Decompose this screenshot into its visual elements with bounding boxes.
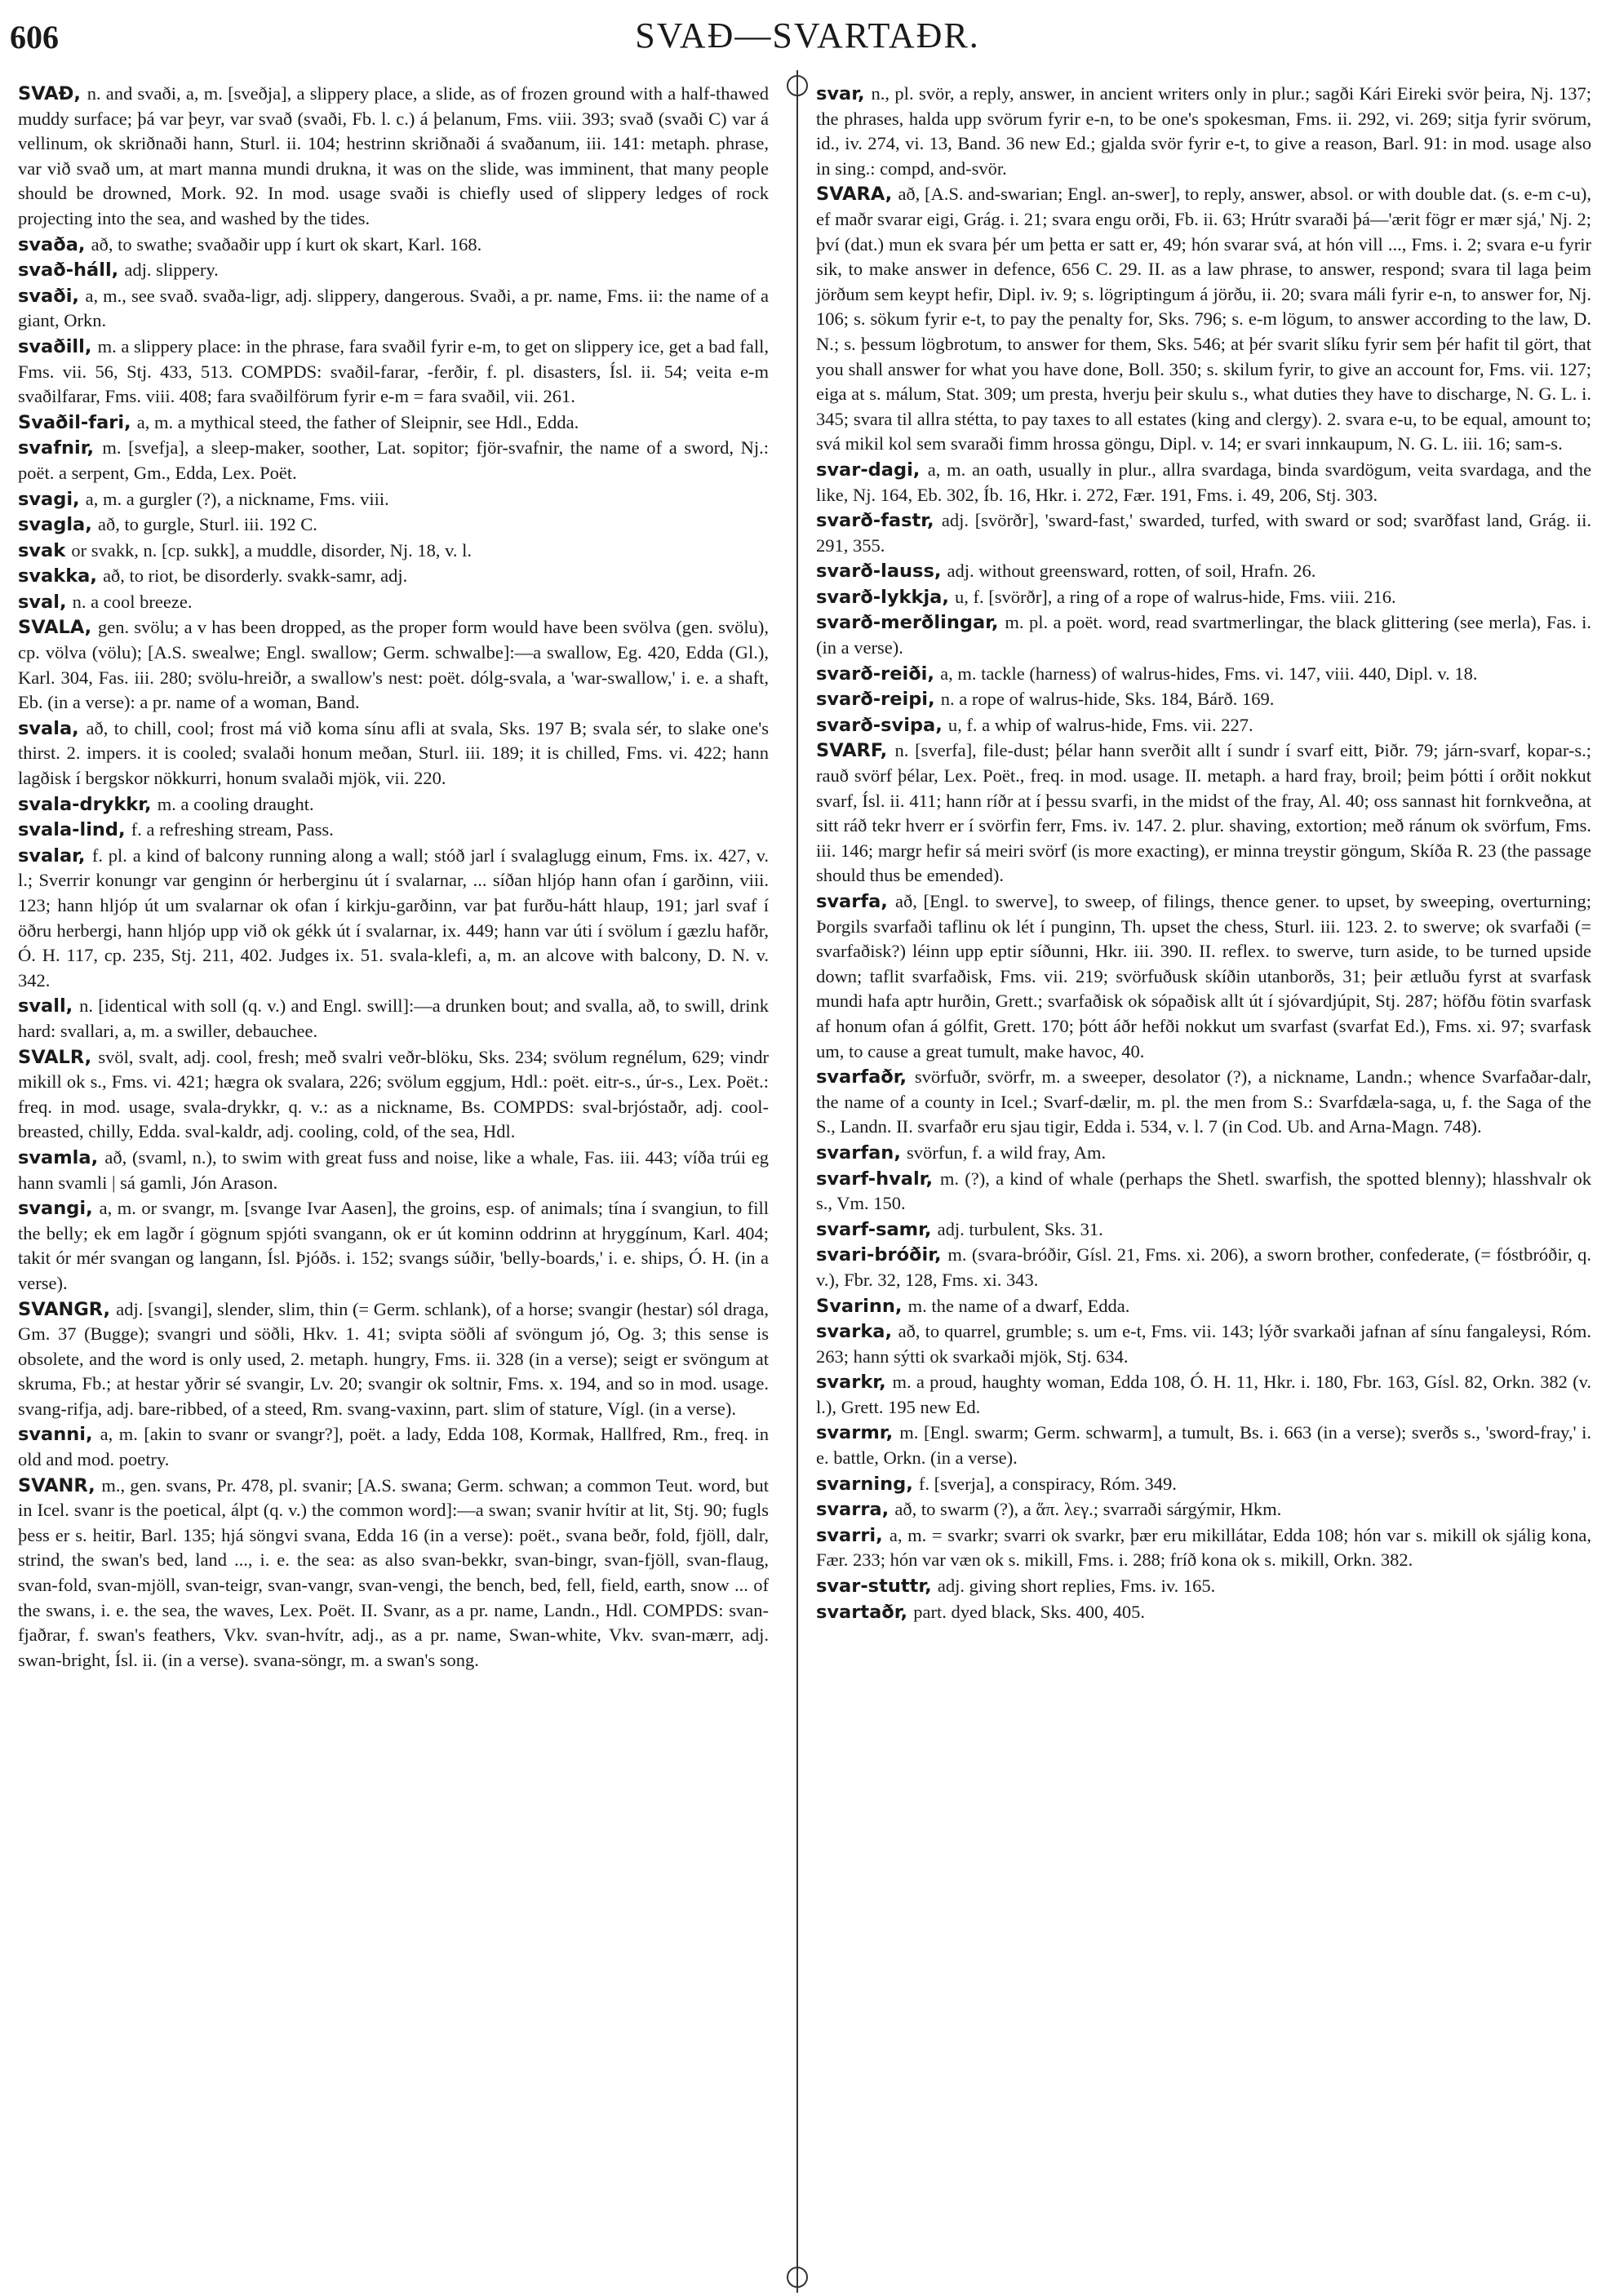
dictionary-entry — [18, 512, 769, 538]
dictionary-entry — [816, 585, 1591, 610]
entry-definition: m. the name of a dwarf, Edda. — [907, 1295, 1130, 1316]
dictionary-entry — [816, 1497, 1591, 1523]
dictionary-entry — [18, 1045, 769, 1145]
entry-headword: svarra, — [816, 1499, 890, 1521]
dictionary-entry — [18, 284, 769, 334]
dictionary-entry — [816, 508, 1591, 558]
page-number: 606 — [10, 19, 59, 55]
dictionary-entry — [18, 564, 769, 589]
dictionary-entry — [816, 82, 1591, 181]
entry-definition: m. (svara-bróðir, Gísl. 21, Fms. xi. 206), a sworn brother, confederate, (= fóstbróðir, q. v.), Fbr. 32, 128, Fms. xi. 343. — [816, 1244, 1592, 1290]
entry-definition: að, to quarrel, grumble; s. um e-t, Fms. vii. 143; lýðr svarkaði jafnan af sínu fangaleysi, Róm. 263; hann sýtti ok svarkaði mjök, Stj. 634. — [816, 1321, 1591, 1367]
dictionary-entry — [816, 662, 1591, 687]
divider-ornament-top — [787, 75, 808, 96]
entry-headword: Svarinn, — [816, 1295, 903, 1317]
entry-definition: f. a refreshing stream, Pass. — [131, 819, 334, 840]
entry-definition: að, to swathe; svaðaðir upp í kurt ok skart, Karl. 168. — [91, 233, 482, 255]
entry-definition: m., gen. svans, Pr. 478, pl. svanir; [A.S. swana; Germ. schwan; a common Teut. word, but in Icel. svanr is the poetical, álpt (q. v.) the common word]:—a swan; svanir hvítir at lit, Stj. 90; fugls þess er s. heitir, Barl. 135; hjá söngvi svana, Edda 16 (in a verse): poët., svana beðr, fold, fjöll, dalr, strind, the swan's bed, land ..., i. e. the sea: as also svan-bekkr, svan-bingr, svan-fjöll, svan-flaug, svan-fold, svan-mjöll, svan-teigr, svan-vangr, svan-vengi, the bench, bed, fell, field, earth, snow ... of the swans, i. e. the sea, the waves, Lex. Poët. II. Svanr, as a pr. name, Landn., Hdl. COMPDS: svan-fjaðrar, f. swan's feathers, Vkv. svan-hvítr, adj., as a pr. name, Swan-white, Vkv. svan-mærr, adj. swan-bright, Ísl. ii. (in a verse). svana-söngr, m. a swan's song. — [18, 1474, 770, 1670]
entry-headword: svað-háll, — [18, 259, 119, 281]
entry-definition: m. [svefja], a sleep-maker, soother, Lat. sopitor; fjör-svafnir, the name of a sword, Nj.: poët. a serpent, Gm., Edda, Lex. Poët. — [18, 437, 770, 483]
entry-definition: adj. giving short replies, Fms. iv. 165. — [937, 1576, 1216, 1597]
dictionary-entry — [816, 1421, 1591, 1470]
entry-headword: svar, — [816, 83, 865, 104]
entry-definition: adj. turbulent, Sks. 31. — [937, 1218, 1103, 1239]
entry-definition: að, (svaml, n.), to swim with great fuss and noise, like a whale, Fas. iii. 443; víða trúi eg hann svamli | sá gamli, Jón Arason. — [18, 1146, 769, 1193]
entry-headword: svakka, — [18, 565, 97, 587]
dictionary-entry — [816, 1243, 1591, 1292]
entry-headword: svari-bróðir, — [816, 1244, 942, 1266]
dictionary-entry — [18, 844, 769, 994]
dictionary-entry — [18, 82, 769, 232]
entry-definition: adj. [svörðr], 'sward-fast,' swarded, turfed, with sward or sod; svarðfast land, Grág. ii. 291, 355. — [816, 510, 1591, 556]
dictionary-entry — [18, 818, 769, 843]
entry-headword: svarf-samr, — [816, 1218, 932, 1240]
entry-headword: svarmr, — [816, 1422, 894, 1444]
entry-headword: svarkr, — [816, 1372, 886, 1394]
running-head: SVAÐ—SVARTAÐR. — [635, 16, 980, 55]
dictionary-entry — [18, 994, 769, 1044]
entry-definition: að, to gurgle, Sturl. iii. 192 C. — [97, 514, 317, 535]
entry-headword: svalar, — [18, 844, 86, 867]
dictionary-entry — [18, 1297, 769, 1422]
entry-headword: svartaðr, — [816, 1601, 908, 1623]
dictionary-entry — [816, 1167, 1591, 1217]
entry-headword: SVANR, — [18, 1474, 95, 1496]
entry-definition: a, m. [akin to svanr or svangr?], poët. a lady, Edda 108, Kormak, Hallfred, Rm., freq. in old and mod. poetry. — [18, 1424, 769, 1470]
entry-headword: Svaðil-fari, — [18, 411, 131, 433]
entry-definition: að, to chill, cool; frost má við koma sínu afli at svala, Sks. 197 B; svala sér, to slake one's thirst. 2. impers. it is cooled; svalaði honum meðan, Sturl. iii. 189; it is chilled, Fms. vi. 422; hann lagðisk í bergskor nökkurri, honum svalaði mjök, vii. 220. — [18, 717, 770, 789]
dictionary-entry — [816, 458, 1591, 508]
dictionary-entry — [816, 1217, 1591, 1243]
entry-definition: u, f. a whip of walrus-hide, Fms. vii. 227. — [947, 714, 1253, 735]
entry-headword: svarka, — [816, 1321, 893, 1343]
dictionary-entry — [18, 233, 769, 258]
dictionary-entry — [18, 436, 769, 485]
entry-definition: or svakk, n. [cp. sukk], a muddle, disorder, Nj. 18, v. l. — [71, 539, 473, 561]
entry-definition: n. a rope of walrus-hide, Sks. 184, Bárð. 169. — [940, 689, 1275, 710]
dictionary-entry — [816, 1319, 1591, 1369]
entry-headword: svarð-lykkja, — [816, 586, 949, 608]
dictionary-entry — [816, 559, 1591, 584]
entry-definition: a, m., see svað. svaða-ligr, adj. slippery, dangerous. Svaði, a pr. name, Fms. ii: the name of a giant, Orkn. — [18, 285, 769, 331]
entry-definition: að, [Engl. to swerve], to sweep, of filings, thence gener. to upset, by sweeping, overturning; Þorgils svarfaði taflinu ok lét í punginn, Th. upset the chess, Sturl. iii. 123. 2. to swerve; ok svarfaði (= svarfaðisk?) léinn upp eptir síðunni, Hkr. iii. 390. II. reflex. to swerve, turn aside, to be turned upside down; taflit svarfaðisk, Fms. vii. 219; svörfuðusk skíðin utanborðs, 31; þeir ætluðu fyrst at svarfask mundi hafa aptr hurðin, Grett.; svarfaðisk ok sópaðisk allt út í sjóvardjúpit, Stj. 287; höfðu fötin svarfask af honum ofan á gólfit, Grett. 170; þótt áðr hefði nokkut um svarfast (svarfat Ed.), Fms. xi. 97; svarfask um, to cause a great tumult, make havoc, 40. — [816, 891, 1591, 1062]
dictionary-entry — [816, 1141, 1591, 1166]
entry-headword: sval, — [18, 591, 67, 613]
entry-headword: svall, — [18, 995, 73, 1017]
entry-definition: m. [Engl. swarm; Germ. schwarm], a tumult, Bs. i. 663 (in a verse); sverðs s., 'sword-fray,' i. e. battle, Orkn. (in a verse). — [816, 1422, 1592, 1469]
entry-headword: svarð-merðlingar, — [816, 612, 999, 634]
entry-definition: svöl, svalt, adj. cool, fresh; með svalri veðr-blöku, Sks. 234; svölum regnélum, 629; vindr mikill ok s., Fms. vi. 421; hægra ok svalara, 226; svölum eggjum, Hdl.: poët. eitr-s., úr-s., Lex. Poët.: freq. in mod. usage, svala-drykkr, q. v.: as a nickname, Bs. COMPDS: sval-brjóstaðr, adj. cool-breasted, chilly, Edda. sval-kaldr, adj. cooling, cold, of the sea, Hdl. — [18, 1046, 770, 1142]
dictionary-entry — [816, 182, 1591, 457]
entry-headword: svarð-reiði, — [816, 663, 934, 685]
dictionary-entry — [816, 1523, 1591, 1573]
entry-headword: svar-dagi, — [816, 459, 921, 481]
entry-headword: SVANGR, — [18, 1298, 111, 1320]
entry-definition: að, to swarm (?), a ἅπ. λεγ.; svarraði sárgýmir, Hkm. — [894, 1499, 1282, 1520]
entry-definition: svörfuðr, svörfr, m. a sweeper, desolator (?), a nickname, Landn.; whence Svarfaðar-dalr, the name of a county in Icel.; Svarf-dælir, m. pl. the men from S.: Svarfdæla-saga, u, f. the Saga of the S., Landn. II. svarfaðr eru sjau tigir, Edda i. 534, v. l. 7 (in Cod. Ub. and Arna-Magn. 748). — [816, 1066, 1592, 1137]
entry-headword: SVALR, — [18, 1046, 92, 1068]
entry-headword: svangi, — [18, 1198, 93, 1220]
entry-headword: svala-drykkr, — [18, 793, 152, 815]
dictionary-entry — [816, 889, 1591, 1064]
entry-headword: svagi, — [18, 488, 80, 510]
dictionary-entry — [816, 1294, 1591, 1319]
entry-definition: f. pl. a kind of balcony running along a wall; stóð jarl í svalaglugg einum, Fms. ix. 427, v. l.; Sverrir konungr var genginn ór herberginu út í svalarnar, ... síðan hljóp hann ofan í garðinn, viii. 123; hann hljóp út um svalarnar ok ofan í kirkju-garðinn, var þat furðu-hátt hlaup, 191; jarl svaf í öðru herbergi, hann hljóp upp við ok gékk út í svalarnar, ix. 449; hann var úti í svölum í gæzlu hafðr, Ó. H. 117, cp. 235, Stj. 211, 402. Judges ix. 51. svala-klefi, a, m. an alcove with balcony, D. N. v. 342. — [18, 844, 769, 991]
entry-headword: SVARA, — [816, 184, 893, 206]
entry-headword: svafnir, — [18, 437, 95, 459]
entry-definition: m. a slippery place: in the phrase, fara svaðil fyrir e-m, to get on slippery ice, get a bad fall, Fms. vii. 56, Stj. 433, 513. COMPDS: svaðil-farar, -ferðir, f. pl. disasters, Ísl. ii. 54; veita e-m svaðilfarar, Fms. viii. 408; fara svaðilförum fyrir e-m = fara svaðil, vii. 261. — [18, 335, 769, 407]
dictionary-entry — [18, 716, 769, 791]
dictionary-entry — [18, 258, 769, 283]
entry-definition: n. and svaði, a, m. [sveðja], a slippery place, a slide, as of frozen ground with a half-thawed muddy surface; þá var þeyr, var svað (svaði, Fb. l. c.) á þelanum, Fms. viii. 393; svað (svaði C) var á vellinum, ok skriðnaði hann, Sturl. ii. 104; hestrinn skriðnaði á svaðanum, iii. 141: metaph. phrase, var við svað um, at mart manna mundi drukna, it was on the slide, was imminent, that many people should be drowned, Mork. 92. In mod. usage svaði is chiefly used of slippery ledges of rock projecting into the sea, and washed by the tides. — [18, 83, 769, 228]
entry-definition: a, m. tackle (harness) of walrus-hides, Fms. vi. 147, viii. 440, Dipl. v. 18. — [940, 663, 1478, 684]
entry-definition: m. a cooling draught. — [157, 793, 314, 814]
dictionary-entry — [816, 1472, 1591, 1497]
dictionary-entry — [816, 738, 1591, 889]
entry-headword: svaðill, — [18, 335, 92, 357]
entry-definition: n. [sverfa], file-dust; þélar hann sverðit allt í sundr í svarf eitt, Þiðr. 79; járn-svarf, kopar-s.; rauð svörf þélar, Lex. Poët., freq. in mod. usage. II. metaph. a hard fray, broil; þeim þótti í orðit nokkut svarf, Ísl. ii. 411; hann ríðr at í þessu svarfi, in the midst of the fray, Al. 40; oss sannast hit fornkveðna, at sitt ráð tekr hverr er í svörfin ferr, Fms. iv. 147. 2. plur. shaving, extortion; með ránum ok svörfum, Fms. iii. 146; margr hefir sá meiri svörf (is more exacting), er minna treystir göngum, Skíða R. 23 (the passage should thus be emended). — [816, 740, 1591, 886]
entry-headword: SVAÐ, — [18, 83, 81, 104]
entry-headword: svaði, — [18, 285, 79, 307]
dictionary-entry — [18, 615, 769, 715]
entry-definition: m. (?), a kind of whale (perhaps the Shetl. swarfish, the spotted blenny); hlasshvalr ok s., Vm. 150. — [816, 1168, 1592, 1214]
dictionary-entry — [18, 539, 769, 564]
dictionary-entry — [18, 792, 769, 818]
entry-headword: svak — [18, 539, 66, 561]
entry-headword: svarfa, — [816, 891, 888, 912]
dictionary-entry — [816, 610, 1591, 660]
entry-definition: a, m. = svarkr; svarri ok svarkr, þær eru mikillátar, Edda 108; hón var s. mikill ok sjálig kona, Fær. 233; hón var væn ok s. mikill, Fms. i. 288; fríð kona ok s. mikill, Orkn. 382. — [816, 1524, 1591, 1571]
entry-headword: SVALA, — [18, 617, 92, 639]
dictionary-entry — [18, 335, 769, 410]
entry-headword: svarð-reipi, — [816, 689, 935, 711]
entry-headword: svarð-svipa, — [816, 714, 943, 736]
entry-headword: svarð-fastr, — [816, 510, 934, 532]
dictionary-entry — [18, 487, 769, 512]
entry-headword: svarf-hvalr, — [816, 1168, 933, 1190]
right-column — [816, 82, 1591, 1625]
dictionary-entry — [816, 713, 1591, 738]
entry-definition: n. a cool breeze. — [72, 591, 193, 612]
dictionary-entry — [816, 1370, 1591, 1420]
entry-headword: svagla, — [18, 514, 92, 536]
entry-definition: n., pl. svör, a reply, answer, in ancient writers only in plur.; sagði Kári Eireki svör þeira, Nj. 137; the phrases, halda upp svörum fyrir e-n, to be one's spokesman, Fms. ii. 292, vi. 269; sitja fyrir svörum, id., iv. 274, vi. 13, Band. 36 new Ed.; gjalda svör fyrir e-t, to give a reason, Barl. 91: in mod. usage also in sing.: compd, and-svör. — [816, 83, 1591, 179]
entry-headword: svala-lind, — [18, 819, 126, 841]
entry-definition: gen. svölu; a v has been dropped, as the proper form would have been svölva (gen. svölu), cp. völva (völu); [A.S. swealwe; Engl. swallow; Germ. schwalbe]:—a swallow, Eg. 420, Edda (Gl.), Karl. 304, Fas. iii. 280; svölu-hreiðr, a swallow's nest: poët. dólg-svala, a 'war-swallow,' i. e. a shaft, Eb. (in a verse): a pr. name of a woman, Band. — [18, 617, 769, 713]
entry-definition: n. [identical with soll (q. v.) and Engl. swill]:—a drunken bout; and svalla, að, to swill, drink hard: svallari, a, m. a swiller, debauchee. — [18, 995, 770, 1041]
entry-headword: svarri, — [816, 1524, 883, 1546]
dictionary-entry — [18, 410, 769, 436]
entry-definition: a, m. a mythical steed, the father of Sleipnir, see Hdl., Edda. — [136, 411, 579, 432]
dictionary-entry — [18, 1196, 769, 1296]
page-header — [0, 0, 1615, 65]
entry-headword: svanni, — [18, 1424, 93, 1446]
dictionary-entry — [816, 1065, 1591, 1140]
entry-definition: a, m. a gurgler (?), a nickname, Fms. viii. — [85, 488, 389, 509]
entry-definition: part. dyed black, Sks. 400, 405. — [913, 1601, 1145, 1622]
entry-definition: a, m. an oath, usually in plur., allra svardaga, binda svardögum, veita svardaga, and the like, Nj. 164, Eb. 302, Íb. 16, Hkr. i. 272, Fær. 191, Fms. i. 49, 206, Stj. 303. — [816, 459, 1591, 505]
entry-definition: adj. without greensward, rotten, of soil, Hrafn. 26. — [947, 561, 1316, 582]
dictionary-entry — [816, 1574, 1591, 1599]
dictionary-entry — [816, 687, 1591, 712]
entry-definition: að, [A.S. and-swarian; Engl. an-swer], to reply, answer, absol. or with double dat. (s. e-m c-u), ef maðr svarar eigi, Grág. i. 21; svara engu orði, Fb. ii. 63; Hrútr svaraði þá—'ærit fögr er mær sjá,' Nj. 2; því (dat.) mun ek svara þér um þetta er satt er, 49; hón svarar svá, at hón vill ..., Fms. i. 2; svara e-u fyrir sik, to make answer in defence, 656 C. 29. II. as a law phrase, to answer, respond; svara til laga þeim jörðum sem keypt hefir, Dipl. iv. 9; s. lögriptingum á jörðu, ii. 20; svara máli fyrir e-n, to answer for, Nj. 106; s. sökum fyrir e-t, to pay the penalty for, Sks. 796; s. e-m lögum, to answer according to the law, D. N.; s. þessum lögbrotum, to answer for them, Sks. 546; at þér svarit slíku fyrir sem þér hafit til gört, that you shall answer for what you have done, Boll. 350; s. skilum fyrir, to give an account for, Fms. vii. 127; eiga at s. málum, Stat. 309; um presta, hverju þeir skulu s., what duties they have to discharge, N. G. L. i. 345; svara til allra stétta, to pay taxes to all estates (king and clergy). 2. svara e-u, to be equal, amount to; svá mikil kol sem svaraði fimm hrossa göngu, Dipl. v. 14; er svari innkaupum, N. G. L. iii. 16; sam-s. — [816, 184, 1591, 454]
left-column — [18, 82, 769, 1673]
entry-definition: að, to riot, be disorderly. svakk-samr, adj. — [103, 565, 408, 587]
entry-headword: svaða, — [18, 233, 86, 255]
entry-headword: svarð-lauss, — [816, 561, 942, 583]
dictionary-entry — [18, 1146, 769, 1195]
entry-headword: SVARF, — [816, 740, 888, 762]
entry-definition: adj. [svangi], slender, slim, thin (= Germ. schlank), of a horse; svangir (hestar) sól draga, Gm. 37 (Bugge); svangri und söðli, Hkv. 1. 41; svipta söðli af svöngum jó, Og. 3; this sense is obsolete, and the word is only used, 2. metaph. hungry, Fms. ii. 328 (in a verse); seigt er svöngum at skruma, Fb.; at hestar yðrir sé svangir, Lv. 20; svangir ok soltnir, Fms. x. 194, and so in mod. usage. svang-rifja, adj. bare-ribbed, of a steed, Rm. svang-vaxinn, part. slim of stature, Vígl. (in a verse). — [18, 1298, 769, 1419]
entry-headword: svarfan, — [816, 1141, 901, 1164]
entry-definition: adj. slippery. — [124, 259, 219, 281]
entry-definition: m. a proud, haughty woman, Edda 108, Ó. H. 11, Hkr. i. 180, Fbr. 163, Gísl. 82, Orkn. 382 (v. l.), Grett. 195 new Ed. — [816, 1372, 1591, 1417]
divider-ornament-bottom — [787, 2267, 808, 2288]
dictionary-entry — [816, 1600, 1591, 1625]
entry-headword: svarning, — [816, 1473, 913, 1495]
entry-headword: svar-stuttr, — [816, 1576, 932, 1598]
column-divider — [796, 75, 798, 2278]
dictionary-entry — [18, 1422, 769, 1472]
entry-definition: u, f. [svörðr], a ring of a rope of walrus-hide, Fms. viii. 216. — [955, 586, 1396, 607]
entry-headword: svarfaðr, — [816, 1066, 907, 1088]
entry-definition: m. pl. a poët. word, read svartmerlingar, the black glittering (see merla), Fas. i. (in a verse). — [816, 612, 1591, 658]
entry-definition: f. [sverja], a conspiracy, Róm. 349. — [918, 1473, 1177, 1494]
entry-headword: svamla, — [18, 1146, 99, 1168]
dictionary-entry — [18, 590, 769, 615]
entry-headword: svala, — [18, 717, 79, 739]
entry-definition: svörfun, f. a wild fray, Am. — [907, 1141, 1107, 1163]
entry-definition: a, m. or svangr, m. [svange Ivar Aasen], the groins, esp. of animals; tína í svangiun, to fill the belly; ek em lagðr í gögnum spjóti svangann, ok er út kominn oddrinn at hryggínum, Karl. 404; takit ór mér svangan og langann, Ísl. Þjóðs. i. 152; svangs súðir, 'belly-boards,' i. e. ships, Ó. H. (in a verse). — [18, 1198, 769, 1293]
dictionary-entry — [18, 1474, 769, 1673]
